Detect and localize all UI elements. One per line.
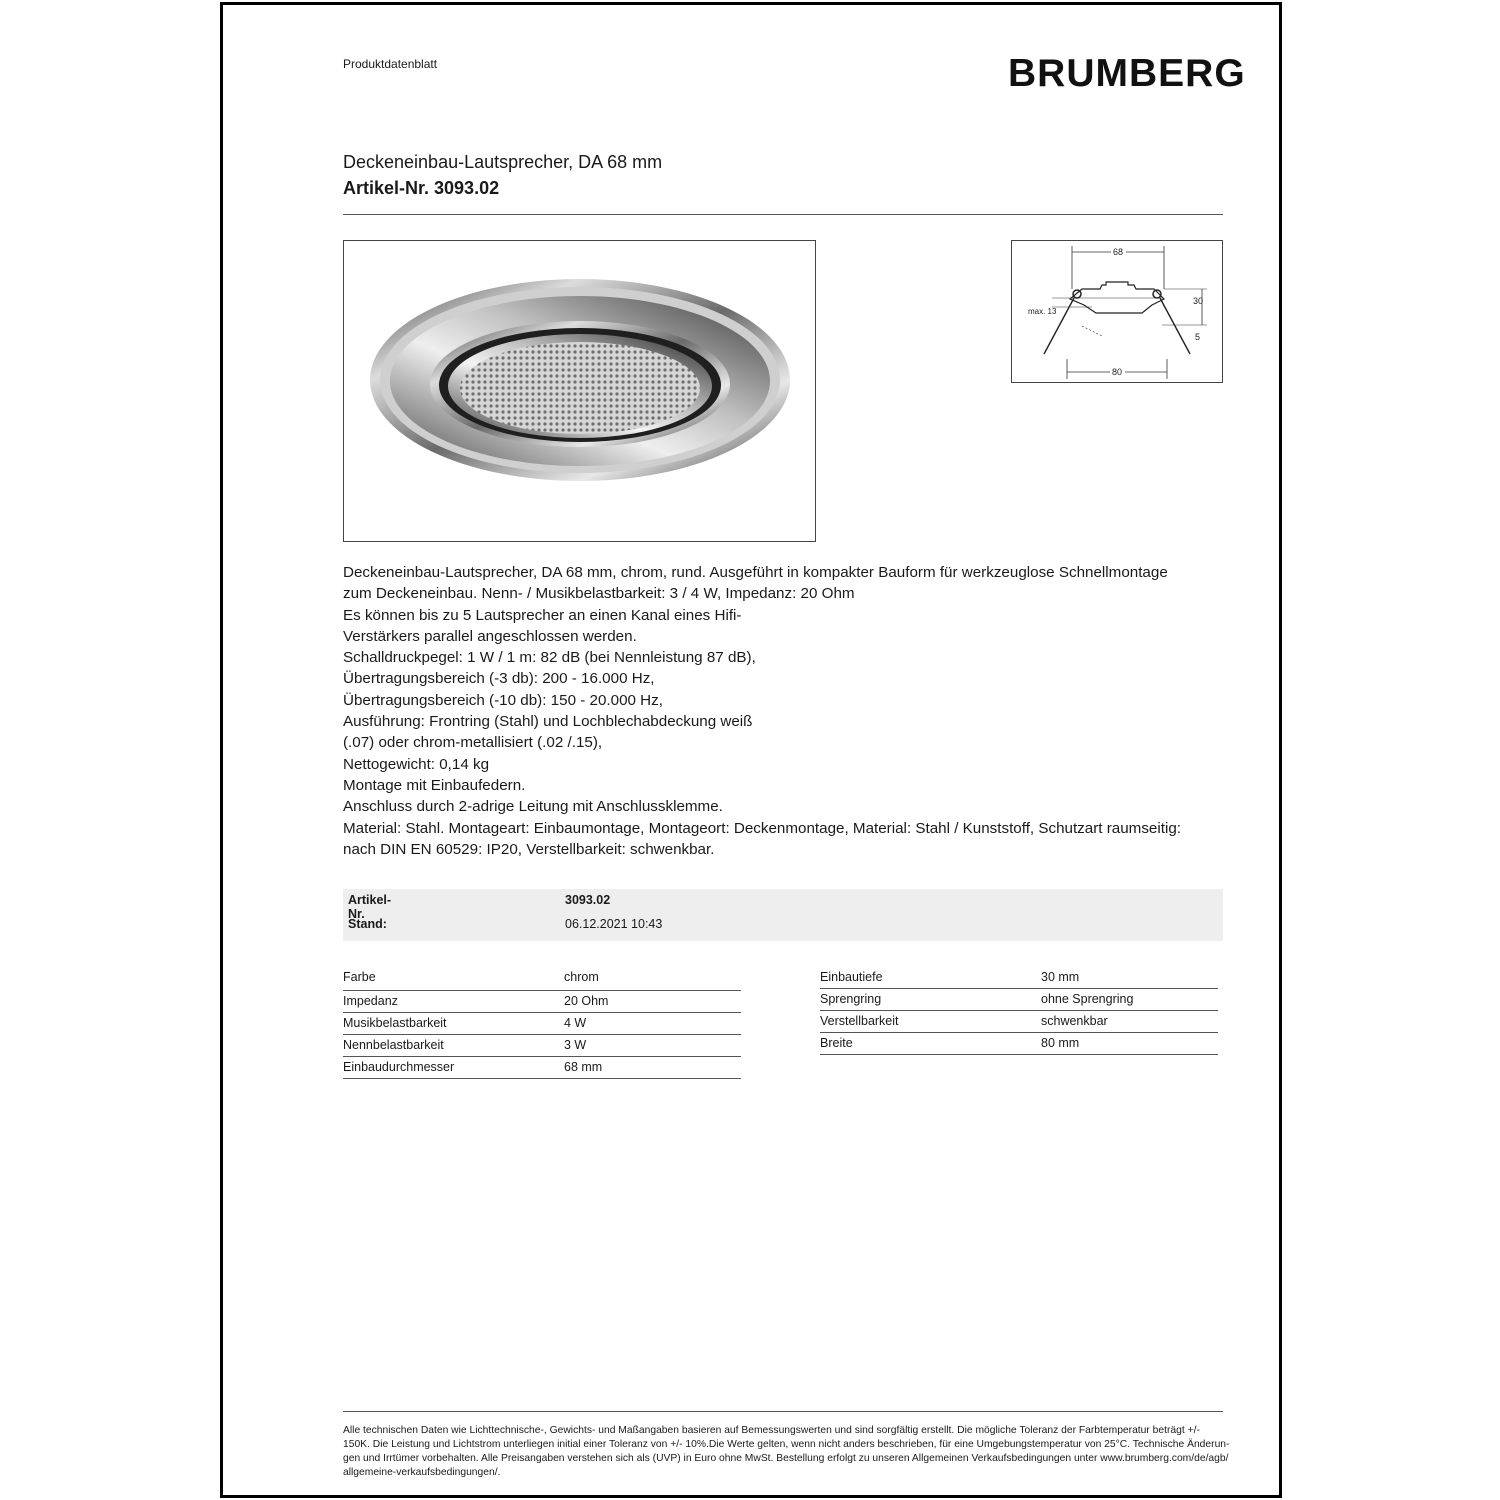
description-line: Schalldruckpegel: 1 W / 1 m: 82 dB (bei Nennleistung 87 dB), bbox=[343, 649, 756, 667]
description-line: Es können bis zu 5 Lautsprecher an einen Kanal eines Hifi- bbox=[343, 606, 742, 624]
document-type-label: Produktdatenblatt bbox=[343, 57, 438, 71]
meta-key: Artikel-Nr. bbox=[348, 893, 392, 921]
product-description bbox=[343, 562, 1233, 860]
product-title: Deckeneinbau-Lautsprecher, DA 68 mm bbox=[343, 152, 663, 172]
description-line: Ausführung: Frontring (Stahl) und Lochblechabdeckung weiß bbox=[343, 713, 753, 731]
spec-value: 20 Ohm bbox=[564, 994, 609, 1008]
meta-value: 3093.02 bbox=[565, 893, 611, 907]
spec-key: Einbaudurchmesser bbox=[343, 1060, 455, 1074]
description-line: Verstärkers parallel angeschlossen werden. bbox=[343, 627, 637, 645]
description-line: (.07) oder chrom-metallisiert (.02 /.15), bbox=[343, 734, 603, 752]
dimension-drawing bbox=[1011, 240, 1223, 383]
spec-key: Breite bbox=[820, 1036, 853, 1050]
spec-row bbox=[820, 989, 1218, 1011]
header-divider bbox=[343, 214, 1223, 215]
spec-key: Sprengring bbox=[820, 992, 882, 1006]
spec-row bbox=[820, 1033, 1218, 1055]
description-line: Material: Stahl. Montageart: Einbaumontage, Montageort: Deckenmontage, Material: Stahl / Kunststoff, Schutzart raumseitig: bbox=[343, 819, 1181, 837]
footer-line: Alle technischen Daten wie Lichttechnische-, Gewichts- und Maßangaben basieren auf Bemessungswerten und sind sorgfältig erstellt. Die mögliche Toleranz der Farbtemperatur beträgt +/- bbox=[343, 1425, 1200, 1436]
legal-footer bbox=[343, 1424, 1230, 1480]
description-line: Anschluss durch 2-adrige Leitung mit Anschlussklemme. bbox=[343, 798, 723, 816]
dim-bottom-label: 80 bbox=[1111, 367, 1123, 377]
dim-max-label: max. 13 bbox=[1028, 307, 1057, 316]
spec-key: Farbe bbox=[343, 970, 376, 984]
footer-line: allgemeine-verkaufsbedingungen/. bbox=[343, 1467, 501, 1478]
spec-value: ohne Sprengring bbox=[1041, 992, 1134, 1006]
footer-divider bbox=[343, 1411, 1223, 1412]
spec-key: Musikbelastbarkeit bbox=[343, 1016, 447, 1030]
spec-value: 4 W bbox=[564, 1016, 587, 1030]
spec-value: chrom bbox=[564, 970, 599, 984]
meta-value: 06.12.2021 10:43 bbox=[565, 917, 663, 931]
spec-key: Verstellbarkeit bbox=[820, 1014, 899, 1028]
description-line: zum Deckeneinbau. Nenn- / Musikbelastbarkeit: 3 / 4 W, Impedanz: 20 Ohm bbox=[343, 585, 855, 603]
spec-value: 3 W bbox=[564, 1038, 587, 1052]
spec-key: Impedanz bbox=[343, 994, 398, 1008]
spec-row bbox=[343, 1013, 741, 1035]
article-number-heading: Artikel-Nr. 3093.02 bbox=[343, 178, 500, 198]
spec-key: Einbautiefe bbox=[820, 970, 883, 984]
spec-row bbox=[343, 1057, 741, 1079]
speaker-image bbox=[344, 241, 815, 541]
spec-row bbox=[820, 1011, 1218, 1033]
spec-row bbox=[343, 1035, 741, 1057]
spec-row bbox=[820, 967, 1218, 989]
footer-line: 150K. Die Leistung und Lichtstrom unterliegen initial einer Toleranz von +/- 10%.Die Werte gelten, wenn nicht anders beschrieben, für eine Umgebungstemperatur von 25°C. Technische Änderun- bbox=[343, 1439, 1230, 1450]
description-line: Nettogewicht: 0,14 kg bbox=[343, 755, 490, 773]
spec-value: 30 mm bbox=[1041, 970, 1080, 984]
dim-top-label: 68 bbox=[1112, 247, 1124, 257]
spec-key: Nennbelastbarkeit bbox=[343, 1038, 444, 1052]
description-line: nach DIN EN 60529: IP20, Verstellbarkeit: schwenkbar. bbox=[343, 840, 715, 858]
description-line: Deckeneinbau-Lautsprecher, DA 68 mm, chrom, rund. Ausgeführt in kompakter Bauform für werkzeuglose Schnellmontage bbox=[343, 564, 1168, 581]
meta-table bbox=[343, 889, 1223, 941]
specs-table-right bbox=[820, 967, 1218, 1055]
spec-value: 68 mm bbox=[564, 1060, 603, 1074]
dim-small-label: 5 bbox=[1195, 332, 1201, 342]
product-photo bbox=[343, 240, 816, 542]
specs-table-left bbox=[343, 967, 741, 1079]
spec-row bbox=[343, 967, 741, 991]
description-line: Übertragungsbereich (-10 db): 150 - 20.000 Hz, bbox=[343, 691, 663, 709]
description-line: Montage mit Einbaufedern. bbox=[343, 776, 526, 794]
dim-height-label: 30 bbox=[1193, 296, 1204, 306]
spec-value: 80 mm bbox=[1041, 1036, 1080, 1050]
brand-logo: BRUMBERG bbox=[1008, 52, 1246, 95]
description-line: Übertragungsbereich (-3 db): 200 - 16.000 Hz, bbox=[343, 670, 655, 688]
meta-key: Stand: bbox=[348, 917, 387, 931]
footer-line: gen und Irrtümer vorbehalten. Alle Preisangaben verstehen sich als (UVP) in Euro ohne MwSt. Bestellung erfolgt zu unseren Allgemeinen Verkaufsbedingungen unter www.brumberg.com/de/agb/ bbox=[343, 1453, 1229, 1464]
spec-row bbox=[343, 991, 741, 1013]
spec-value: schwenkbar bbox=[1041, 1014, 1108, 1028]
